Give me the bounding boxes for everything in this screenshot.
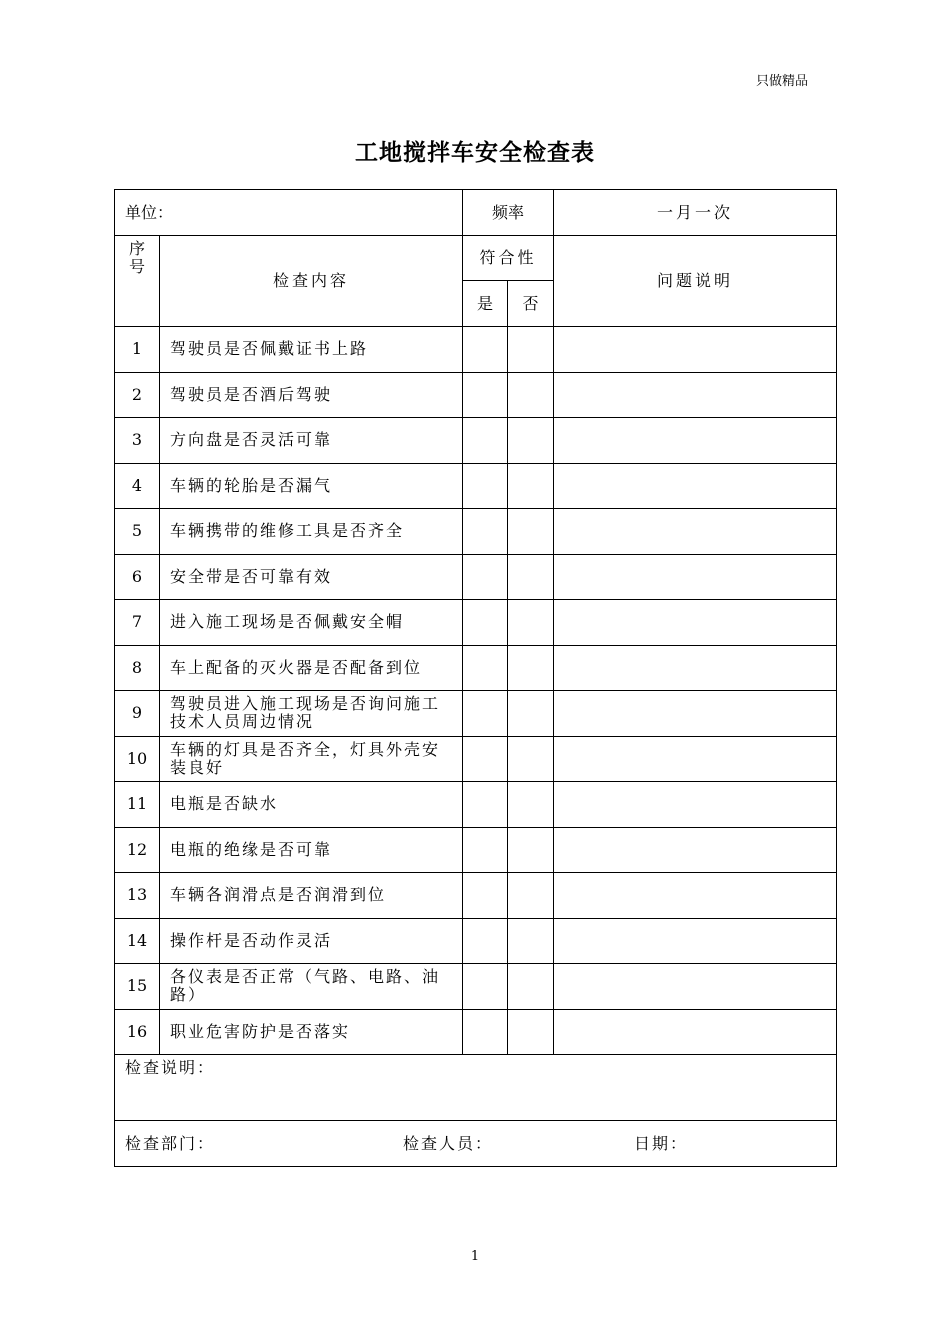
no-cell[interactable]: [508, 736, 554, 782]
unit-row: [115, 190, 837, 236]
item-number: 5: [115, 509, 160, 555]
issue-cell[interactable]: [554, 463, 837, 509]
no-cell[interactable]: [508, 918, 554, 964]
table-row: [115, 645, 837, 691]
issue-cell[interactable]: [554, 645, 837, 691]
item-number: 11: [115, 782, 160, 828]
yes-header: 是: [463, 281, 508, 327]
issue-cell[interactable]: [554, 827, 837, 873]
item-content: 进入施工现场是否佩戴安全帽: [160, 600, 463, 646]
issue-cell[interactable]: [554, 918, 837, 964]
table-row: [115, 509, 837, 555]
content-header: 检查内容: [160, 236, 463, 327]
item-number: 14: [115, 918, 160, 964]
yes-cell[interactable]: [463, 691, 508, 737]
item-number: 16: [115, 1009, 160, 1055]
no-cell[interactable]: [508, 827, 554, 873]
header-row: [115, 236, 837, 281]
item-content: 方向盘是否灵活可靠: [160, 418, 463, 464]
yes-cell[interactable]: [463, 782, 508, 828]
no-cell[interactable]: [508, 782, 554, 828]
table-row: [115, 554, 837, 600]
table-row: [115, 1009, 837, 1055]
no-header: 否: [508, 281, 554, 327]
item-number: 9: [115, 691, 160, 737]
issue-cell[interactable]: [554, 1009, 837, 1055]
page-number: 1: [470, 1249, 480, 1264]
issue-cell[interactable]: [554, 418, 837, 464]
yes-cell[interactable]: [463, 600, 508, 646]
table-row: [115, 691, 837, 737]
issue-cell[interactable]: [554, 736, 837, 782]
issue-cell[interactable]: [554, 372, 837, 418]
yes-cell[interactable]: [463, 554, 508, 600]
footer-department: 检查部门：: [125, 1134, 216, 1153]
yes-cell[interactable]: [463, 873, 508, 919]
table-row: [115, 600, 837, 646]
item-number: 7: [115, 600, 160, 646]
table-row: [115, 964, 837, 1010]
yes-cell[interactable]: [463, 918, 508, 964]
item-number: 13: [115, 873, 160, 919]
item-content: 驾驶员是否佩戴证书上路: [160, 327, 463, 373]
issue-cell[interactable]: [554, 600, 837, 646]
seq-header: [115, 236, 160, 327]
item-number: 15: [115, 964, 160, 1010]
table-row: [115, 873, 837, 919]
item-number: 8: [115, 645, 160, 691]
yes-cell[interactable]: [463, 418, 508, 464]
item-content: 驾驶员进入施工现场是否询问施工技术人员周边情况: [160, 691, 463, 737]
inspection-table: [114, 189, 837, 1167]
item-content: 电瓶的绝缘是否可靠: [160, 827, 463, 873]
item-content: 车上配备的灭火器是否配备到位: [160, 645, 463, 691]
issue-cell[interactable]: [554, 509, 837, 555]
remarks-label[interactable]: 检查说明：: [115, 1055, 837, 1121]
item-content: 车辆携带的维修工具是否齐全: [160, 509, 463, 555]
table-row: [115, 736, 837, 782]
table-row: [115, 372, 837, 418]
item-content: 车辆的轮胎是否漏气: [160, 463, 463, 509]
yes-cell[interactable]: [463, 372, 508, 418]
yes-cell[interactable]: [463, 827, 508, 873]
item-content: 电瓶是否缺水: [160, 782, 463, 828]
item-content: 操作杆是否动作灵活: [160, 918, 463, 964]
yes-cell[interactable]: [463, 964, 508, 1010]
table-row: [115, 327, 837, 373]
table-row: [115, 418, 837, 464]
no-cell[interactable]: [508, 873, 554, 919]
no-cell[interactable]: [508, 372, 554, 418]
footer-inspector: 检查人员：: [403, 1134, 494, 1153]
footer-date: 日期：: [634, 1134, 689, 1153]
item-number: 4: [115, 463, 160, 509]
item-content: 安全带是否可靠有效: [160, 554, 463, 600]
item-number: 3: [115, 418, 160, 464]
issue-cell[interactable]: [554, 873, 837, 919]
no-cell[interactable]: [508, 964, 554, 1010]
issue-cell[interactable]: [554, 327, 837, 373]
issue-cell[interactable]: [554, 964, 837, 1010]
no-cell[interactable]: [508, 418, 554, 464]
seq-header-line1: 序: [128, 239, 145, 258]
unit-label: 单位：: [115, 190, 463, 236]
item-content: 车辆各润滑点是否润滑到位: [160, 873, 463, 919]
frequency-label: 频率: [463, 190, 554, 236]
frequency-value: 一月一次: [554, 190, 837, 236]
issue-cell[interactable]: [554, 691, 837, 737]
yes-cell[interactable]: [463, 1009, 508, 1055]
item-number: 1: [115, 327, 160, 373]
remarks-row: [115, 1055, 837, 1121]
issue-cell[interactable]: [554, 782, 837, 828]
item-content: 车辆的灯具是否齐全，灯具外壳安装良好: [160, 736, 463, 782]
no-cell[interactable]: [508, 645, 554, 691]
no-cell[interactable]: [508, 463, 554, 509]
table-row: [115, 782, 837, 828]
item-content: 驾驶员是否酒后驾驶: [160, 372, 463, 418]
item-number: 2: [115, 372, 160, 418]
item-content: 各仪表是否正常（气路、电路、油路）: [160, 964, 463, 1010]
footer-cell: [115, 1121, 837, 1167]
page-title: 工地搅拌车安全检查表: [355, 139, 595, 166]
no-cell[interactable]: [508, 1009, 554, 1055]
item-number: 6: [115, 554, 160, 600]
no-cell[interactable]: [508, 554, 554, 600]
yes-cell[interactable]: [463, 736, 508, 782]
item-number: 10: [115, 736, 160, 782]
seq-header-line2: 号: [128, 257, 145, 276]
yes-cell[interactable]: [463, 463, 508, 509]
yes-cell[interactable]: [463, 509, 508, 555]
footer-row: [115, 1121, 837, 1167]
table-row: [115, 463, 837, 509]
no-cell[interactable]: [508, 327, 554, 373]
no-cell[interactable]: [508, 509, 554, 555]
table-row: [115, 827, 837, 873]
issue-header: 问题说明: [554, 236, 837, 327]
table-row: [115, 918, 837, 964]
yes-cell[interactable]: [463, 327, 508, 373]
no-cell[interactable]: [508, 691, 554, 737]
header-note: 只做精品: [755, 74, 808, 89]
compliance-header: 符合性: [463, 236, 554, 281]
yes-cell[interactable]: [463, 645, 508, 691]
item-number: 12: [115, 827, 160, 873]
issue-cell[interactable]: [554, 554, 837, 600]
item-content: 职业危害防护是否落实: [160, 1009, 463, 1055]
no-cell[interactable]: [508, 600, 554, 646]
